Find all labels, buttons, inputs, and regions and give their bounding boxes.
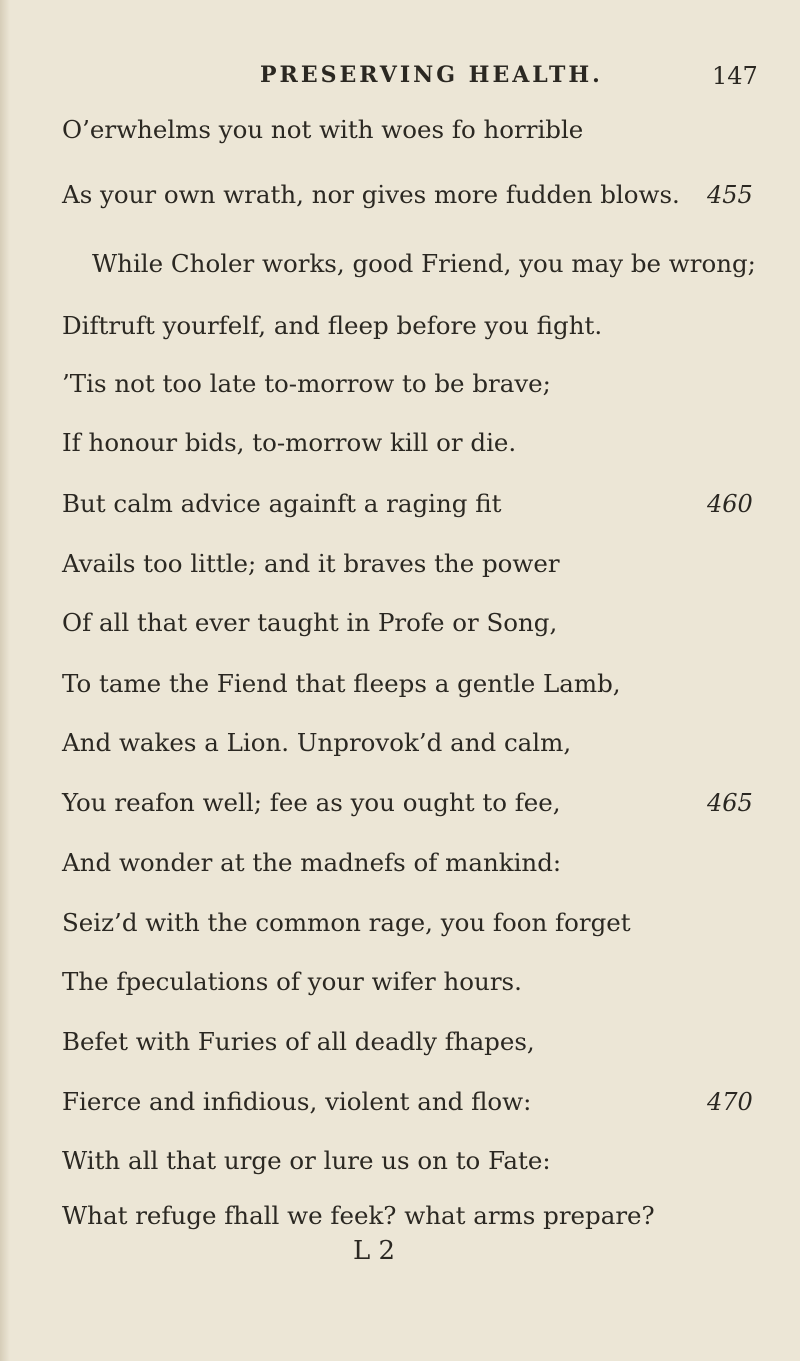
verse-text: The fpeculations of your wifer hours. [62, 967, 522, 996]
verse-line [0, 903, 800, 943]
verse-text: What refuge fhall we feek? what arms prepare? [62, 1201, 655, 1230]
verse-line [0, 306, 800, 346]
verse-line [0, 1196, 800, 1236]
verse-line [0, 1082, 800, 1122]
verse-text: O’erwhelms you not with woes fo horrible [62, 115, 584, 144]
verse-text: If honour bids, to-morrow kill or die. [62, 428, 517, 457]
verse-line [0, 603, 800, 643]
line-number: 460 [707, 490, 753, 518]
verse-text: While Choler works, good Friend, you may be wrong; [92, 249, 756, 278]
verse-text: Avails too little; and it braves the power [62, 549, 560, 578]
verse-text: As your own wrath, nor gives more fudden blows. [62, 180, 680, 209]
verse-line [0, 484, 800, 524]
verse-line [0, 962, 800, 1002]
verse-text: Diftruft yourfelf, and fleep before you fight. [62, 311, 603, 340]
verse-text: And wakes a Lion. Unprovok’d and calm, [62, 728, 572, 757]
verse-line [0, 783, 800, 823]
signature-mark: L 2 [353, 1236, 396, 1266]
verse-text: You reafon well; fee as you ought to fee, [62, 788, 561, 817]
verse-line [0, 544, 800, 584]
verse-line [0, 664, 800, 704]
verse-text: Of all that ever taught in Profe or Song, [62, 608, 558, 637]
verse-text: Fierce and infidious, violent and flow: [62, 1087, 532, 1116]
verse-line [0, 843, 800, 883]
verse-text: Befet with Furies of all deadly fhapes, [62, 1027, 535, 1056]
line-number: 465 [707, 789, 753, 817]
line-number: 470 [707, 1088, 753, 1116]
verse-text: And wonder at the madnefs of mankind: [62, 848, 562, 877]
page-number: 147 [712, 62, 758, 90]
verse-line [0, 423, 800, 463]
verse-line [0, 723, 800, 763]
verse-text: But calm advice againft a raging fit [62, 489, 502, 518]
verse-text: To tame the Fiend that fleeps a gentle Lamb, [62, 669, 621, 698]
verse-text: ’Tis not too late to-morrow to be brave; [62, 369, 551, 398]
verse-text: Seiz’d with the common rage, you foon forget [62, 908, 631, 937]
verse-line [0, 364, 800, 404]
verse-line [0, 1141, 800, 1181]
verse-line [0, 244, 800, 284]
line-number: 455 [707, 181, 753, 209]
running-title: PRESERVING HEALTH. [260, 62, 603, 88]
verse-line [0, 110, 800, 150]
verse-line [0, 1022, 800, 1062]
verse-line [0, 175, 800, 215]
verse-text: With all that urge or lure us on to Fate: [62, 1146, 551, 1175]
